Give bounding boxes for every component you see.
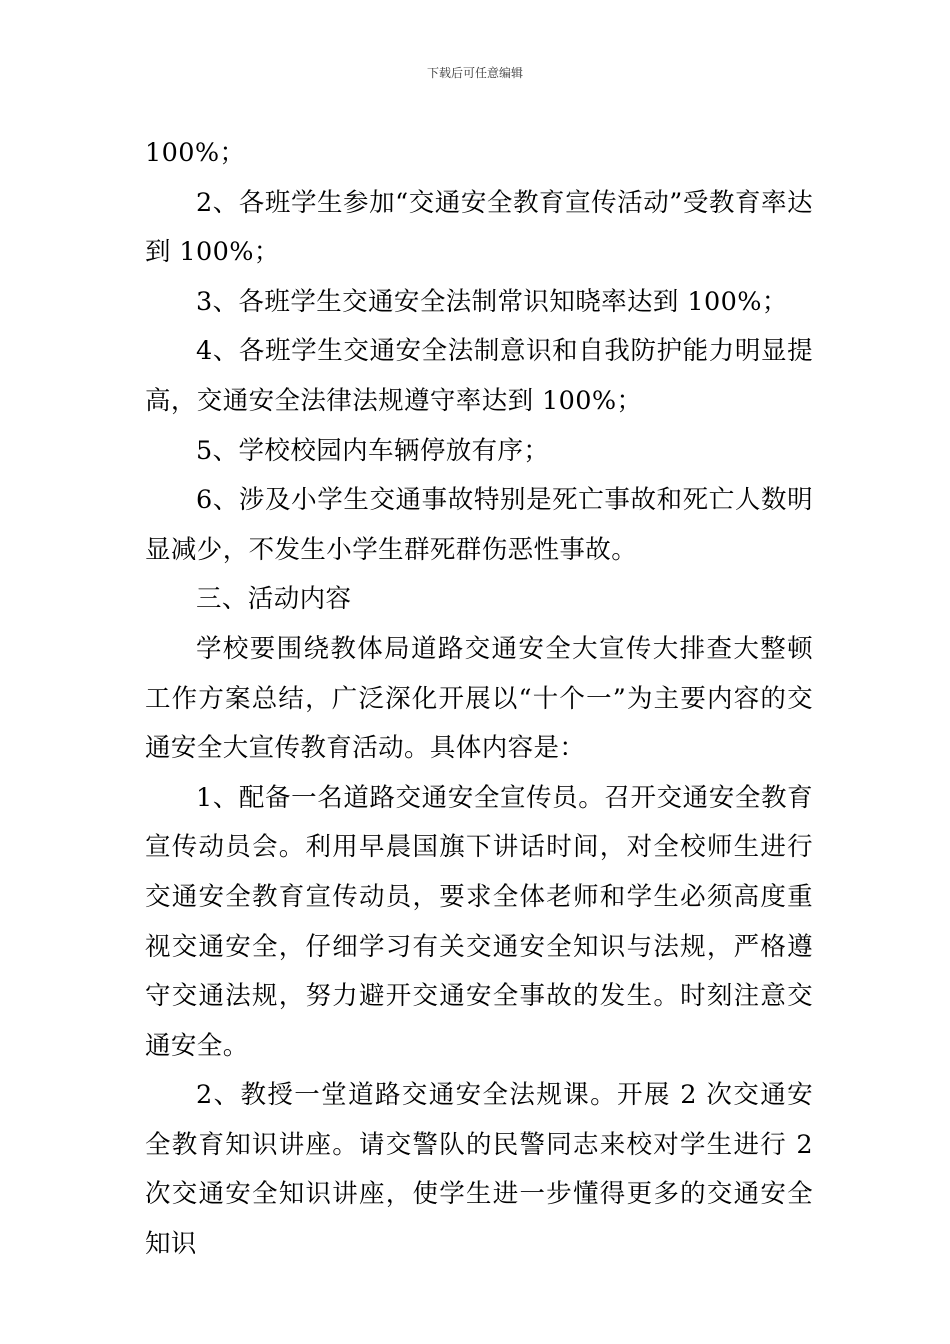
paragraph: 1、配备一名道路交通安全宣传员。召开交通安全教育宣传动员会。利用早晨国旗下讲话时间，对全校师生进行交通安全教育宣传动员，要求全体老师和学生必须高度重视交通安全，仔细学习有关交通安全知识与法规，严格遵守交通法规，努力避开交通安全事故的发生。时刻注意交通安全。: [145, 782, 813, 1061]
paragraph: 5、学校校园内车辆停放有序；: [196, 435, 550, 466]
paragraph: 学校要围绕教体局道路交通安全大宣传大排查大整顿工作方案总结，广泛深化开展以“十个一”为主要内容的交通安全大宣传教育活动。具体内容是：: [145, 633, 813, 764]
document-body: [145, 129, 813, 1270]
paragraph: 2、教授一堂道路交通安全法规课。开展 2 次交通安全教育知识讲座。请交警队的民警同志来校对学生进行 2 次交通安全知识讲座，使学生进一步懂得更多的交通安全知识: [145, 1080, 813, 1260]
page-header: 下载后可任意编辑: [426, 66, 523, 80]
paragraph: 4、各班学生交通安全法制意识和自我防护能力明显提高，交通安全法律法规遵守率达到 100%；: [145, 336, 813, 416]
paragraph: 6、涉及小学生交通事故特别是死亡事故和死亡人数明显减少，不发生小学生群死群伤恶性事故。: [145, 485, 813, 565]
paragraph: 2、各班学生参加“交通安全教育宣传活动”受教育率达到 100%；: [145, 187, 813, 268]
paragraph: 100%；: [145, 138, 246, 168]
section-heading: 三、活动内容: [196, 584, 352, 615]
paragraph: 3、各班学生交通安全法制常识知晓率达到 100%；: [196, 286, 788, 317]
